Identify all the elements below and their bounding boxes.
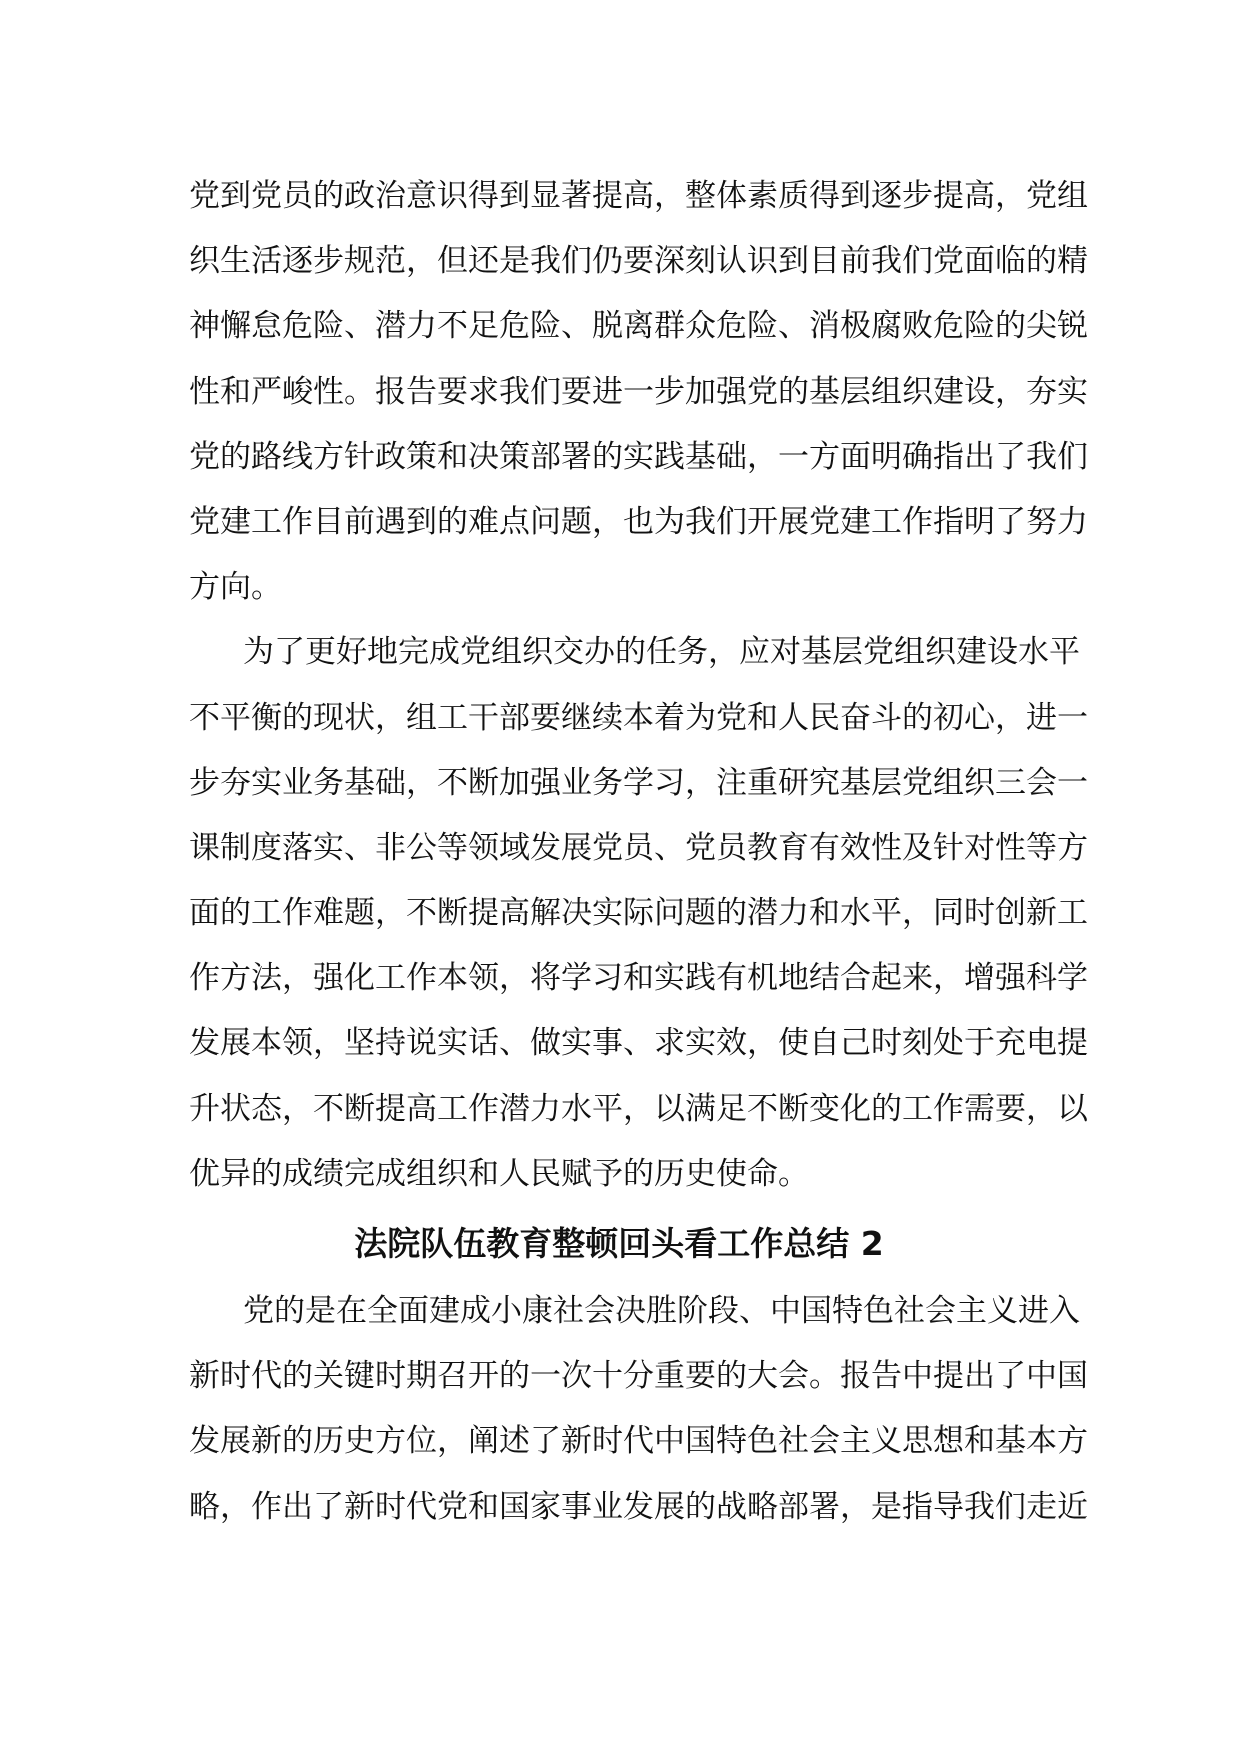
text-line: 性和严峻性。报告要求我们要进一步加强党的基层组织建设，夯实 [189, 373, 1088, 410]
document-body [189, 164, 1088, 1540]
paragraph [189, 620, 1088, 1207]
section-heading: 法院队伍教育整顿回头看工作总结 2 [354, 1224, 884, 1263]
text-line: 党的是在全面建成小康社会决胜阶段、中国特色社会主义进入 [243, 1293, 1080, 1329]
text-line: 神懈怠危险、潜力不足危险、脱离群众危险、消极腐败危险的尖锐 [189, 308, 1088, 345]
text-line: 发展本领，坚持说实话、做实事、求实效，使自己时刻处于充电提 [189, 1025, 1088, 1062]
text-line: 面的工作难题，不断提高解决实际问题的潜力和水平，同时创新工 [189, 895, 1088, 932]
text-line: 作方法，强化工作本领，将学习和实践有机地结合起来，增强科学 [189, 960, 1088, 997]
text-line: 优异的成绩完成组织和人民赋予的历史使命。 [189, 1155, 809, 1192]
text-line: 课制度落实、非公等领域发展党员、党员教育有效性及针对性等方 [189, 829, 1088, 866]
text-line: 党的路线方针政策和决策部署的实践基础，一方面明确指出了我们 [189, 438, 1088, 475]
text-line: 步夯实业务基础，不断加强业务学习，注重研究基层党组织三会一 [189, 764, 1088, 801]
text-line: 发展新的历史方位，阐述了新时代中国特色社会主义思想和基本方 [189, 1423, 1088, 1460]
paragraph [189, 1279, 1088, 1540]
paragraph [189, 164, 1088, 620]
text-line: 方向。 [189, 569, 282, 606]
text-line: 党到党员的政治意识得到显著提高，整体素质得到逐步提高，党组 [189, 178, 1088, 214]
text-line: 略，作出了新时代党和国家事业发展的战略部署，是指导我们走近 [189, 1488, 1088, 1525]
text-line: 升状态，不断提高工作潜力水平，以满足不断变化的工作需要，以 [189, 1090, 1088, 1127]
text-line: 织生活逐步规范，但还是我们仍要深刻认识到目前我们党面临的精 [189, 243, 1088, 280]
text-line: 为了更好地完成党组织交办的任务，应对基层党组织建设水平 [243, 634, 1080, 671]
text-line: 不平衡的现状，组工干部要继续本着为党和人民奋斗的初心，进一 [189, 699, 1088, 736]
text-line: 新时代的关键时期召开的一次十分重要的大会。报告中提出了中国 [189, 1358, 1088, 1395]
text-line: 党建工作目前遇到的难点问题，也为我们开展党建工作指明了努力 [189, 503, 1088, 540]
